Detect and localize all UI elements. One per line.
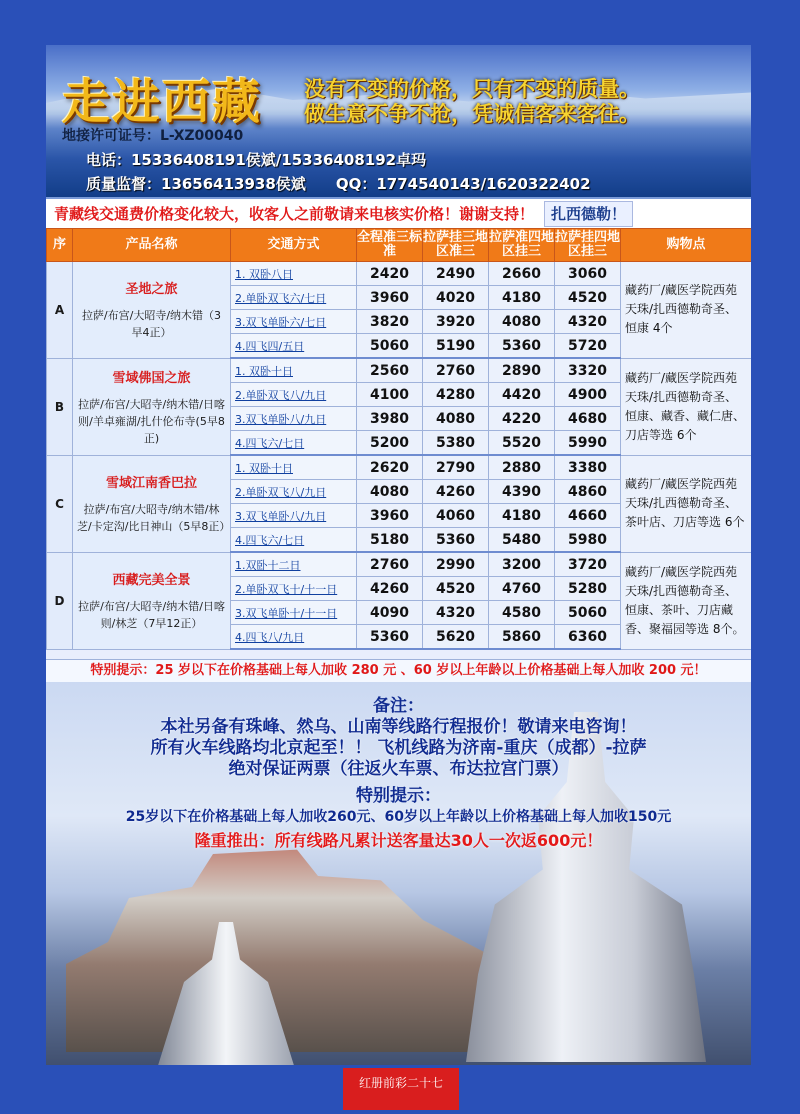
price-cell: 6360: [555, 625, 621, 650]
price-cell: 4760: [489, 577, 555, 601]
table-body: [47, 262, 752, 650]
header-col4: 拉萨挂四地区挂三: [555, 229, 621, 262]
header-col2: 拉萨挂三地区准三: [423, 229, 489, 262]
price-cell: 5620: [423, 625, 489, 650]
price-cell: 4580: [489, 601, 555, 625]
price-cell: 5520: [489, 431, 555, 456]
price-cell: 3920: [423, 310, 489, 334]
shopping-points: 藏药厂/藏医学院西苑天珠/扎西德勒奇圣、恒康 4个: [621, 262, 752, 359]
price-cell: 4260: [423, 480, 489, 504]
product-name: 雪域江南香巴拉: [105, 476, 197, 491]
price-cell: 3960: [357, 504, 423, 528]
price-cell: 2760: [423, 358, 489, 383]
price-cell: 3380: [555, 455, 621, 480]
price-cell: 5860: [489, 625, 555, 650]
transport-link[interactable]: 1. 双卧八日: [231, 262, 357, 286]
price-table: [46, 228, 751, 650]
product-name: 圣地之旅: [125, 282, 178, 298]
special-title: 特别提示：: [356, 786, 441, 806]
brochure-page: [46, 45, 751, 1065]
transport-link[interactable]: 2.单卧双飞八/九日: [231, 383, 357, 407]
logo-title: 走进西藏: [62, 74, 263, 130]
phone-numbers: 电话：15336408191侯斌/15336408192卓玛: [86, 151, 427, 169]
permit-number: 地接许可证号：L-XZ00040: [62, 128, 244, 144]
quality-supervision: [86, 173, 591, 194]
transport-link[interactable]: 2.单卧双飞六/七日: [231, 286, 357, 310]
transport-link[interactable]: 4.四飞六/七日: [231, 431, 357, 456]
price-cell: 5990: [555, 431, 621, 456]
price-cell: 3060: [555, 262, 621, 286]
slogan: [304, 77, 744, 127]
product-desc: 拉萨/布宫/大昭寺/纳木错/日喀则/羊卓雍湖/扎什伦布寺(5早8正): [78, 397, 225, 445]
group-seq: C: [47, 455, 73, 552]
header-col1: 全程准三标准: [357, 229, 423, 262]
price-cell: 5060: [357, 334, 423, 359]
price-cell: 5380: [423, 431, 489, 456]
price-cell: 4260: [357, 577, 423, 601]
price-cell: 2420: [357, 262, 423, 286]
price-cell: 4080: [423, 407, 489, 431]
price-cell: 4320: [423, 601, 489, 625]
table-header-row: [47, 229, 752, 262]
special-notice-bar: 特别提示：25 岁以下在价格基础上每人加收 280 元 、60 岁以上年龄以上价格基础上每人加收 200 元！: [46, 659, 751, 682]
transport-link[interactable]: 2.单卧双飞十/十一日: [231, 577, 357, 601]
price-cell: 4320: [555, 310, 621, 334]
price-cell: 3320: [555, 358, 621, 383]
price-cell: 4180: [489, 504, 555, 528]
transport-link[interactable]: 4.四飞四/五日: [231, 334, 357, 359]
transport-link[interactable]: 1. 双卧十日: [231, 358, 357, 383]
price-cell: 4660: [555, 504, 621, 528]
product-name: 西藏完美全景: [112, 573, 191, 588]
transport-link[interactable]: 3.双飞单卧十/十一日: [231, 601, 357, 625]
price-cell: 4900: [555, 383, 621, 407]
header-product: 产品名称: [73, 229, 231, 262]
price-cell: 3720: [555, 552, 621, 577]
price-cell: 3980: [357, 407, 423, 431]
price-cell: 4220: [489, 407, 555, 431]
price-cell: 2620: [357, 455, 423, 480]
shopping-points: 藏药厂/藏医学院西苑天珠/扎西德勒奇圣、茶叶店、刀店等选 6个: [621, 455, 752, 552]
price-cell: 5200: [357, 431, 423, 456]
remarks-line-3: 绝对保证两票（往返火车票、布达拉宫门票）: [228, 759, 569, 779]
signature-badge: 扎西德勒！: [544, 201, 633, 227]
remarks-line-2: 所有火车线路均北京起至！！ 飞机线路为济南-重庆（成都）-拉萨: [150, 738, 647, 758]
header-banner: [46, 45, 751, 197]
remarks-line-1: 本社另备有珠峰、然乌、山南等线路行程报价！敬请来电咨询！: [160, 717, 637, 737]
group-seq: D: [47, 552, 73, 649]
shopping-points: 藏药厂/藏医学院西苑天珠/扎西德勒奇圣、恒康、藏香、藏仁唐、刀店等选 6个: [621, 358, 752, 455]
transport-link[interactable]: 3.双飞单卧八/九日: [231, 504, 357, 528]
price-cell: 4520: [423, 577, 489, 601]
header-col3: 拉萨准四地区挂三: [489, 229, 555, 262]
price-cell: 2880: [489, 455, 555, 480]
transport-link[interactable]: 3.双飞单卧八/九日: [231, 407, 357, 431]
price-cell: 4520: [555, 286, 621, 310]
price-cell: 4420: [489, 383, 555, 407]
product-cell: [73, 358, 231, 455]
slogan-line-2: 做生意不争不抢，凭诚信客来客往。: [304, 102, 640, 126]
price-cell: 4180: [489, 286, 555, 310]
price-cell: 4680: [555, 407, 621, 431]
group-seq: B: [47, 358, 73, 455]
price-cell: 4060: [423, 504, 489, 528]
qq-numbers: QQ：1774540143/1620322402: [335, 175, 591, 193]
price-cell: 5060: [555, 601, 621, 625]
transport-link[interactable]: 1.双卧十二日: [231, 552, 357, 577]
price-cell: 4100: [357, 383, 423, 407]
product-cell: [73, 455, 231, 552]
age-surcharge-line: 25岁以下在价格基础上每人加收260元、60岁以上年龄以上价格基础上每人加收150元: [125, 809, 672, 825]
page-footer-tab: 红册前彩二十七: [343, 1068, 459, 1110]
header-shopping: 购物点: [621, 229, 752, 262]
quality-phone: 质量监督：13656413938侯斌: [86, 175, 306, 193]
product-cell: [73, 552, 231, 649]
product-desc: 拉萨/布宫/大昭寺/纳木错/林芝/卡定沟/比日神山（5早8正）: [77, 503, 231, 533]
price-cell: 3200: [489, 552, 555, 577]
price-cell: 4860: [555, 480, 621, 504]
product-desc: 拉萨/布宫/大昭寺/纳木错（3早4正）: [81, 309, 222, 340]
header-seq: 序: [47, 229, 73, 262]
price-cell: 5180: [357, 528, 423, 553]
transport-link[interactable]: 2.单卧双飞八/九日: [231, 480, 357, 504]
shopping-points: 藏药厂/藏医学院西苑天珠/扎西德勒奇圣、恒康、茶叶、刀店藏香、聚福园等选 8个。: [621, 552, 752, 649]
table-row: [47, 552, 752, 577]
price-cell: 2790: [423, 455, 489, 480]
transport-link[interactable]: 1. 双卧十日: [231, 455, 357, 480]
price-cell: 5720: [555, 334, 621, 359]
price-cell: 3960: [357, 286, 423, 310]
table-row: [47, 358, 752, 383]
price-cell: 5480: [489, 528, 555, 553]
table-row: [47, 455, 752, 480]
price-warning-text: 青藏线交通费价格变化较大，收客人之前敬请来电核实价格！谢谢支持！: [54, 205, 535, 223]
transport-link[interactable]: 4.四飞八/九日: [231, 625, 357, 650]
remarks-block: [46, 696, 751, 855]
price-cell: 4390: [489, 480, 555, 504]
price-cell: 4280: [423, 383, 489, 407]
price-cell: 5360: [489, 334, 555, 359]
header-transport: 交通方式: [231, 229, 357, 262]
price-warning-bar: [46, 197, 751, 229]
product-name: 雪域佛国之旅: [112, 370, 191, 386]
transport-link[interactable]: 3.双飞单卧六/七日: [231, 310, 357, 334]
price-cell: 4090: [357, 601, 423, 625]
price-cell: 2660: [489, 262, 555, 286]
group-seq: A: [47, 262, 73, 359]
price-cell: 5280: [555, 577, 621, 601]
product-cell: [73, 262, 231, 359]
remarks-title: 备注：: [373, 696, 424, 716]
table-row: [47, 262, 752, 286]
price-cell: 4080: [357, 480, 423, 504]
price-cell: 3820: [357, 310, 423, 334]
price-cell: 2990: [423, 552, 489, 577]
slogan-line-1: 没有不变的价格，只有不变的质量。: [304, 77, 640, 101]
price-cell: 5980: [555, 528, 621, 553]
price-cell: 4080: [489, 310, 555, 334]
price-cell: 4020: [423, 286, 489, 310]
price-cell: 2890: [489, 358, 555, 383]
price-cell: 2490: [423, 262, 489, 286]
price-cell: 2760: [357, 552, 423, 577]
transport-link[interactable]: 4.四飞六/七日: [231, 528, 357, 553]
price-cell: 2560: [357, 358, 423, 383]
promotion-line: 隆重推出：所有线路凡累计送客量达30人一次返600元！: [194, 831, 603, 850]
price-cell: 5190: [423, 334, 489, 359]
price-cell: 5360: [357, 625, 423, 650]
price-cell: 5360: [423, 528, 489, 553]
product-desc: 拉萨/布宫/大昭寺/纳木错/日喀则/林芝（7早12正）: [78, 600, 225, 630]
scenic-section: [46, 682, 751, 1065]
